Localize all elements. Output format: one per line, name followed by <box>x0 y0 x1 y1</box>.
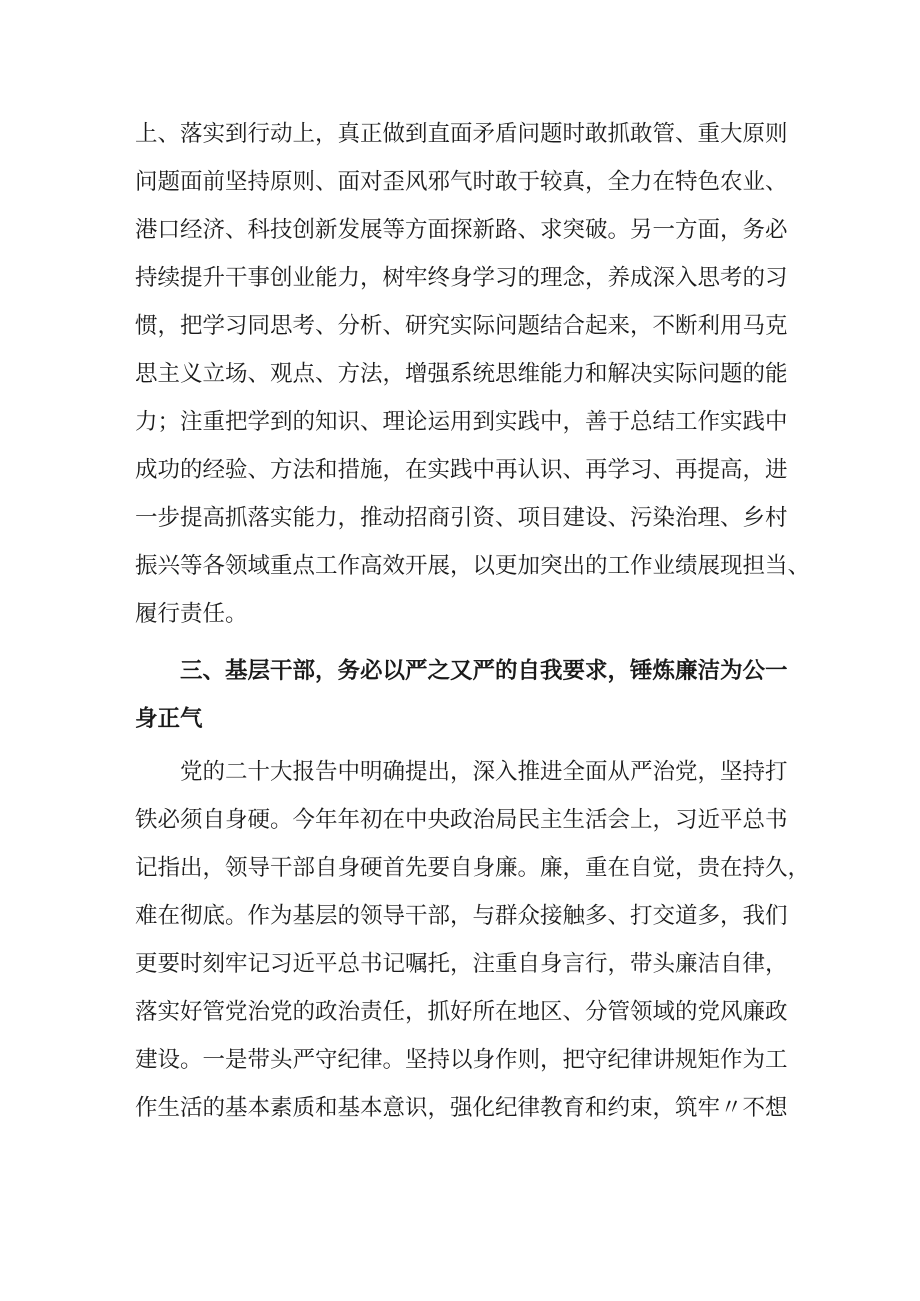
text-line: 党的二十大报告中明确提出，深入推进全面从严治党，坚持打 <box>180 759 788 785</box>
heading-line: 身正气 <box>135 706 203 732</box>
text-line: 记指出，领导干部自身硬首先要自身廉。廉，重在自觉，贵在持久， <box>135 855 811 881</box>
text-line: 作生活的基本素质和基本意识，强化纪律教育和约束，筑牢〃不想 <box>135 1095 788 1121</box>
text-line: 履行责任。 <box>135 601 248 627</box>
text-line: 建设。一是带头严守纪律。坚持以身作则，把守纪律讲规矩作为工 <box>135 1047 788 1073</box>
paragraph-continuation <box>135 110 811 638</box>
text-line: 港口经济、科技创新发展等方面探新路、求突破。另一方面，务必 <box>135 217 788 243</box>
text-line: 铁必须自身硬。今年年初在中央政治局民主生活会上，习近平总书 <box>135 807 788 833</box>
text-line: 更要时刻牢记习近平总书记嘱托，注重自身言行，带头廉洁自律， <box>135 951 788 977</box>
document-body <box>135 110 811 1132</box>
spacer <box>135 638 785 647</box>
section-heading <box>135 647 788 743</box>
text-line: 振兴等各领域重点工作高效开展，以更加突出的工作业绩展现担当、 <box>135 553 811 579</box>
paragraph-body <box>135 748 811 1132</box>
text-line: 落实好管党治党的政治责任，抓好所在地区、分管领域的党风廉政 <box>135 999 788 1025</box>
text-line: 上、落实到行动上，真正做到直面矛盾问题时敢抓敢管、重大原则 <box>135 121 788 147</box>
text-line: 问题面前坚持原则、面对歪风邪气时敢于较真，全力在特色农业、 <box>135 169 788 195</box>
text-line: 思主义立场、观点、方法，增强系统思维能力和解决实际问题的能 <box>135 361 788 387</box>
text-line: 一步提高抓落实能力，推动招商引资、项目建设、污染治理、乡村 <box>135 505 788 531</box>
text-line: 惯，把学习同思考、分析、研究实际问题结合起来，不断利用马克 <box>135 313 788 339</box>
heading-line: 三、基层干部，务必以严之又严的自我要求，锤炼廉洁为公一 <box>180 658 788 684</box>
text-line: 成功的经验、方法和措施，在实践中再认识、再学习、再提高，进 <box>135 457 788 483</box>
text-line: 力；注重把学到的知识、理论运用到实践中，善于总结工作实践中 <box>135 409 788 435</box>
text-line: 持续提升干事创业能力，树牢终身学习的理念，养成深入思考的习 <box>135 265 788 291</box>
text-line: 难在彻底。作为基层的领导干部，与群众接触多、打交道多，我们 <box>135 903 788 929</box>
